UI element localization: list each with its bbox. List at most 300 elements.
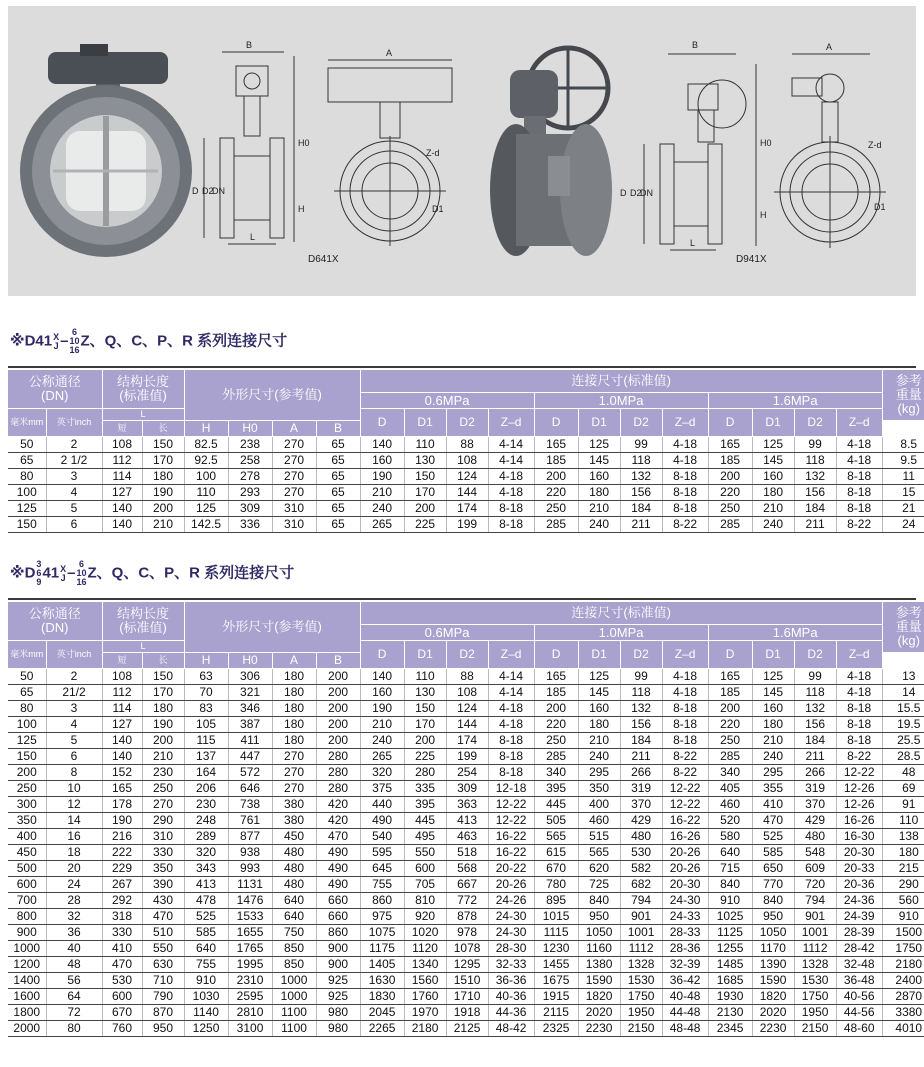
table-cell: 174: [446, 733, 488, 749]
table-cell: 160: [752, 469, 794, 485]
table-cell: 185: [708, 685, 752, 701]
table-cell: 220: [534, 485, 578, 501]
table-cell: 1405: [360, 957, 404, 973]
th-a: A: [272, 421, 316, 437]
table-cell: 950: [752, 909, 794, 925]
table-cell: 200: [534, 469, 578, 485]
th-d2: D2: [620, 409, 662, 437]
table-cell: 560: [882, 893, 924, 909]
table-cell: 110: [404, 437, 446, 453]
table-cell: 16-22: [488, 845, 534, 861]
table-row: [8, 701, 924, 717]
table-cell: 230: [184, 797, 228, 813]
table-cell: 165: [102, 781, 142, 797]
table-cell: 4: [46, 485, 102, 501]
table-cell: 165: [708, 669, 752, 685]
table-row: [8, 1021, 924, 1037]
table-cell: 200: [708, 469, 752, 485]
table-cell: 220: [534, 717, 578, 733]
table-cell: 400: [8, 829, 46, 845]
table-cell: 32-48: [836, 957, 882, 973]
table-cell: 920: [404, 909, 446, 925]
table-cell: 20-26: [662, 845, 708, 861]
table-cell: 180: [272, 717, 316, 733]
table-cell: 20-26: [488, 877, 534, 893]
table-cell: 140: [102, 501, 142, 517]
table-cell: 1800: [8, 1005, 46, 1021]
table-cell: 1655: [228, 925, 272, 941]
table-cell: 140: [102, 517, 142, 533]
table-cell: 710: [142, 973, 184, 989]
table-cell: 290: [142, 813, 184, 829]
table-cell: 350: [142, 861, 184, 877]
table-cell: 178: [102, 797, 142, 813]
table-cell: 550: [404, 845, 446, 861]
table-cell: 200: [142, 733, 184, 749]
table-cell: 1115: [534, 925, 578, 941]
table-cell: 32-39: [662, 957, 708, 973]
table-cell: 1295: [446, 957, 488, 973]
th-p06: 0.6MPa: [360, 393, 534, 409]
table-cell: 15: [882, 485, 924, 501]
table-cell: 28-36: [662, 941, 708, 957]
th-b: B: [316, 653, 360, 669]
table-cell: 1820: [752, 989, 794, 1005]
table-cell: 16: [46, 829, 102, 845]
table-cell: 1120: [404, 941, 446, 957]
table-cell: 370: [794, 797, 836, 813]
th-d1: D1: [404, 409, 446, 437]
table-cell: 490: [316, 877, 360, 893]
d941x-side-drawing: [644, 54, 756, 250]
spec-table-1: [8, 370, 924, 533]
table-cell: 110: [882, 813, 924, 829]
table-cell: 1530: [794, 973, 836, 989]
table-cell: 705: [404, 877, 446, 893]
table-cell: 211: [620, 749, 662, 765]
table-cell: 20: [46, 861, 102, 877]
table-cell: 145: [752, 453, 794, 469]
th-b: B: [316, 421, 360, 437]
table-cell: 114: [102, 469, 142, 485]
table-cell: 14: [882, 685, 924, 701]
table-cell: 150: [404, 469, 446, 485]
table-cell: 240: [578, 749, 620, 765]
table-row: [8, 957, 924, 973]
table-row: [8, 517, 924, 533]
table-cell: 411: [228, 733, 272, 749]
table-cell: 640: [272, 909, 316, 925]
table-cell: 12-26: [836, 781, 882, 797]
th-h0: H0: [228, 653, 272, 669]
th-zd: Z–d: [488, 641, 534, 669]
table-cell: 250: [708, 501, 752, 517]
table-cell: 12-22: [836, 765, 882, 781]
table-cell: 895: [534, 893, 578, 909]
table-cell: 336: [228, 517, 272, 533]
table-cell: 164: [184, 765, 228, 781]
th-d: D: [534, 641, 578, 669]
table-cell: 125: [578, 437, 620, 453]
table-cell: 405: [708, 781, 752, 797]
dim-label-h: H: [298, 204, 305, 214]
th-mm: 毫米mm: [8, 641, 46, 669]
table-cell: 165: [534, 669, 578, 685]
table-cell: 800: [8, 909, 46, 925]
table-cell: 8-22: [662, 517, 708, 533]
table-cell: 229: [102, 861, 142, 877]
dim-label-h0: H0: [298, 138, 310, 148]
section2-rule: [8, 598, 916, 600]
table-cell: 1015: [534, 909, 578, 925]
table-cell: 794: [794, 893, 836, 909]
table-cell: 65: [316, 469, 360, 485]
table-row: [8, 973, 924, 989]
table-cell: 993: [228, 861, 272, 877]
table-cell: 1328: [794, 957, 836, 973]
table-cell: 595: [360, 845, 404, 861]
table-cell: 565: [578, 845, 620, 861]
table-cell: 270: [142, 797, 184, 813]
table-cell: 310: [272, 501, 316, 517]
table-row: [8, 669, 924, 685]
dim-label-b-2: B: [692, 40, 699, 50]
table-cell: 82.5: [184, 437, 228, 453]
table-cell: 1950: [620, 1005, 662, 1021]
table-cell: 125: [752, 669, 794, 685]
table-cell: 150: [142, 669, 184, 685]
table-row: [8, 749, 924, 765]
table-cell: 309: [228, 501, 272, 517]
table-cell: 4-18: [488, 485, 534, 501]
table-cell: 250: [708, 733, 752, 749]
table-cell: 125: [8, 501, 46, 517]
caption-d641x: D641X: [308, 254, 339, 265]
table-cell: 510: [142, 925, 184, 941]
table-cell: 180: [272, 701, 316, 717]
table-cell: 199: [446, 517, 488, 533]
table-cell: 13: [882, 669, 924, 685]
table-cell: 2230: [752, 1021, 794, 1037]
th-weight: 参考 重量 (kg): [882, 370, 924, 421]
table-cell: 309: [446, 781, 488, 797]
table-cell: 265: [360, 517, 404, 533]
table-cell: 40-48: [662, 989, 708, 1005]
th-inch: 英寸inch: [46, 409, 102, 437]
table-cell: 1915: [534, 989, 578, 1005]
table-cell: 225: [404, 517, 446, 533]
table-cell: 80: [8, 701, 46, 717]
table-cell: 310: [142, 829, 184, 845]
table-cell: 24-30: [488, 925, 534, 941]
th-d2: D2: [794, 409, 836, 437]
table-cell: 4-18: [836, 669, 882, 685]
table-cell: 1255: [708, 941, 752, 957]
table-cell: 170: [404, 485, 446, 501]
dim-label-h0-2: H0: [760, 138, 772, 148]
table-cell: 88: [446, 437, 488, 453]
table-cell: 270: [272, 765, 316, 781]
table-cell: 390: [142, 877, 184, 893]
table-cell: 156: [794, 717, 836, 733]
table-cell: 40-56: [836, 989, 882, 1005]
th-d1: D1: [404, 641, 446, 669]
table-cell: 321: [228, 685, 272, 701]
table-cell: 1200: [8, 957, 46, 973]
table-cell: 440: [360, 797, 404, 813]
table-cell: 142.5: [184, 517, 228, 533]
table-cell: 200: [316, 701, 360, 717]
table-cell: 525: [752, 829, 794, 845]
table-cell: 8-18: [662, 701, 708, 717]
table-cell: 1030: [184, 989, 228, 1005]
table-cell: 44-36: [488, 1005, 534, 1021]
table-row: [8, 685, 924, 701]
table-cell: 20-30: [662, 877, 708, 893]
table-row: [8, 1005, 924, 1021]
table-cell: 770: [752, 877, 794, 893]
table-cell: 645: [360, 861, 404, 877]
table-cell: 267: [102, 877, 142, 893]
table-cell: 130: [404, 685, 446, 701]
table-cell: 1970: [404, 1005, 446, 1021]
table-cell: 150: [8, 517, 46, 533]
table-cell: 100: [184, 469, 228, 485]
table-cell: 215: [882, 861, 924, 877]
table-cell: 4-18: [662, 453, 708, 469]
d641x-photo: [20, 44, 192, 257]
table-cell: 1750: [794, 989, 836, 1005]
table-cell: 180: [272, 733, 316, 749]
table-cell: 1400: [8, 973, 46, 989]
table-cell: 170: [404, 717, 446, 733]
table-cell: 1001: [620, 925, 662, 941]
table-cell: 720: [794, 877, 836, 893]
table-cell: 12-22: [662, 797, 708, 813]
table-cell: 144: [446, 717, 488, 733]
table-cell: 1918: [446, 1005, 488, 1021]
table-cell: 4-14: [488, 669, 534, 685]
table-cell: 8-18: [836, 733, 882, 749]
table-cell: 650: [752, 861, 794, 877]
table-cell: 132: [620, 701, 662, 717]
table-cell: 32-33: [488, 957, 534, 973]
table-cell: 500: [8, 861, 46, 877]
table-cell: 1100: [272, 1005, 316, 1021]
table-cell: 132: [794, 701, 836, 717]
table-cell: 99: [794, 669, 836, 685]
table-cell: 28: [46, 893, 102, 909]
table-cell: 480: [272, 877, 316, 893]
table-cell: 760: [102, 1021, 142, 1037]
table-cell: 170: [142, 685, 184, 701]
table-cell: 180: [752, 485, 794, 501]
table-cell: 2: [46, 669, 102, 685]
table-cell: 1112: [794, 941, 836, 957]
table-cell: 270: [272, 485, 316, 501]
table-cell: 1380: [578, 957, 620, 973]
th-l: L: [102, 641, 184, 653]
stack-pressure: 6 10 16: [76, 559, 87, 587]
table-cell: 1750: [620, 989, 662, 1005]
table-cell: 16-22: [488, 829, 534, 845]
th-length: 结构长度 (标准值): [102, 602, 184, 641]
table-cell: 292: [102, 893, 142, 909]
table-cell: 2265: [360, 1021, 404, 1037]
table-cell: 505: [534, 813, 578, 829]
table-cell: 1820: [578, 989, 620, 1005]
th-outline: 外形尺寸(参考值): [184, 602, 360, 653]
table-cell: 72: [46, 1005, 102, 1021]
table-cell: 290: [882, 877, 924, 893]
table-cell: 140: [102, 749, 142, 765]
table-cell: 1930: [708, 989, 752, 1005]
table-cell: 4-18: [662, 685, 708, 701]
table-cell: 2400: [882, 973, 924, 989]
table-cell: 480: [620, 829, 662, 845]
table-cell: 8-18: [662, 717, 708, 733]
table-cell: 65: [316, 485, 360, 501]
table-cell: 2: [46, 437, 102, 453]
table-cell: 99: [620, 669, 662, 685]
table-cell: 395: [534, 781, 578, 797]
table-cell: 1131: [228, 877, 272, 893]
th-short: 短: [102, 421, 142, 437]
table-cell: 925: [316, 989, 360, 1005]
table-cell: 1328: [620, 957, 662, 973]
table-cell: 270: [272, 749, 316, 765]
table-cell: 230: [142, 765, 184, 781]
table-cell: 8-18: [488, 501, 534, 517]
table-cell: 950: [142, 1021, 184, 1037]
th-a: A: [272, 653, 316, 669]
th-d: D: [708, 409, 752, 437]
th-h: H: [184, 653, 228, 669]
th-zd: Z–d: [488, 409, 534, 437]
table-cell: 2000: [8, 1021, 46, 1037]
th-p10: 1.0MPa: [534, 393, 708, 409]
table-cell: 36: [46, 925, 102, 941]
th-nominal: 公称通径 (DN): [8, 602, 102, 641]
table-cell: 565: [534, 829, 578, 845]
table-cell: 445: [404, 813, 446, 829]
table-cell: 156: [620, 485, 662, 501]
table-cell: 2115: [534, 1005, 578, 1021]
table-cell: 8-18: [662, 733, 708, 749]
table-cell: 270: [272, 781, 316, 797]
table-cell: 1600: [8, 989, 46, 1005]
table-cell: 1112: [620, 941, 662, 957]
table-cell: 380: [272, 797, 316, 813]
table-cell: 21: [882, 501, 924, 517]
table-cell: 285: [534, 749, 578, 765]
table-cell: 24-30: [488, 909, 534, 925]
table-cell: 450: [8, 845, 46, 861]
table-cell: 1455: [534, 957, 578, 973]
th-nominal: 公称通径 (DN): [8, 370, 102, 409]
table-cell: 18: [46, 845, 102, 861]
table-cell: 343: [184, 861, 228, 877]
table-cell: 470: [752, 813, 794, 829]
table-cell: 1710: [446, 989, 488, 1005]
table-cell: 15.5: [882, 701, 924, 717]
table-cell: 40-36: [488, 989, 534, 1005]
table-cell: 150: [142, 437, 184, 453]
table-cell: 250: [142, 781, 184, 797]
table-cell: 20-30: [836, 845, 882, 861]
dim-label-zd-2: Z-d: [868, 140, 882, 150]
th-d1: D1: [752, 641, 794, 669]
table-cell: 2325: [534, 1021, 578, 1037]
table-cell: 200: [404, 733, 446, 749]
table-cell: 585: [184, 925, 228, 941]
th-d2: D2: [446, 409, 488, 437]
table-cell: 1685: [708, 973, 752, 989]
table-cell: 600: [404, 861, 446, 877]
table-cell: 3380: [882, 1005, 924, 1021]
table-cell: 1390: [752, 957, 794, 973]
table-cell: 413: [446, 813, 488, 829]
table-cell: 200: [316, 717, 360, 733]
table-cell: 3100: [228, 1021, 272, 1037]
table-cell: 780: [534, 877, 578, 893]
table-cell: 410: [752, 797, 794, 813]
table-cell: 660: [316, 909, 360, 925]
table-cell: 20-26: [662, 861, 708, 877]
table-cell: 1250: [184, 1021, 228, 1037]
table-cell: 738: [228, 797, 272, 813]
table-cell: 8-18: [488, 517, 534, 533]
table-cell: 36-48: [836, 973, 882, 989]
th-p16: 1.6MPa: [708, 625, 882, 641]
table-cell: 190: [360, 701, 404, 717]
table-cell: 210: [578, 501, 620, 517]
th-d1: D1: [578, 409, 620, 437]
table-cell: 145: [578, 453, 620, 469]
table-cell: 877: [228, 829, 272, 845]
table-cell: 4-18: [488, 469, 534, 485]
table-cell: 285: [708, 517, 752, 533]
th-d: D: [534, 409, 578, 437]
table-cell: 375: [360, 781, 404, 797]
table-cell: 420: [316, 797, 360, 813]
table-cell: 108: [446, 453, 488, 469]
table-cell: 115: [184, 733, 228, 749]
table-row: [8, 989, 924, 1005]
table-cell: 335: [404, 781, 446, 797]
table-cell: 220: [708, 717, 752, 733]
dim-label-b: B: [246, 40, 253, 50]
table-cell: 190: [360, 469, 404, 485]
th-connection: 连接尺寸(标准值): [360, 602, 882, 625]
table-cell: 211: [620, 517, 662, 533]
table-cell: 380: [272, 813, 316, 829]
table-cell: 50: [8, 437, 46, 453]
table-cell: 258: [228, 453, 272, 469]
table-cell: 10: [46, 781, 102, 797]
table-cell: 1075: [360, 925, 404, 941]
table-cell: 99: [620, 437, 662, 453]
table-cell: 430: [142, 893, 184, 909]
table-cell: 363: [446, 797, 488, 813]
table-cell: 548: [794, 845, 836, 861]
table-cell: 1125: [708, 925, 752, 941]
table-cell: 210: [142, 517, 184, 533]
table-row: [8, 941, 924, 957]
table-cell: 100: [8, 717, 46, 733]
table-cell: 850: [272, 957, 316, 973]
table-cell: 640: [184, 941, 228, 957]
